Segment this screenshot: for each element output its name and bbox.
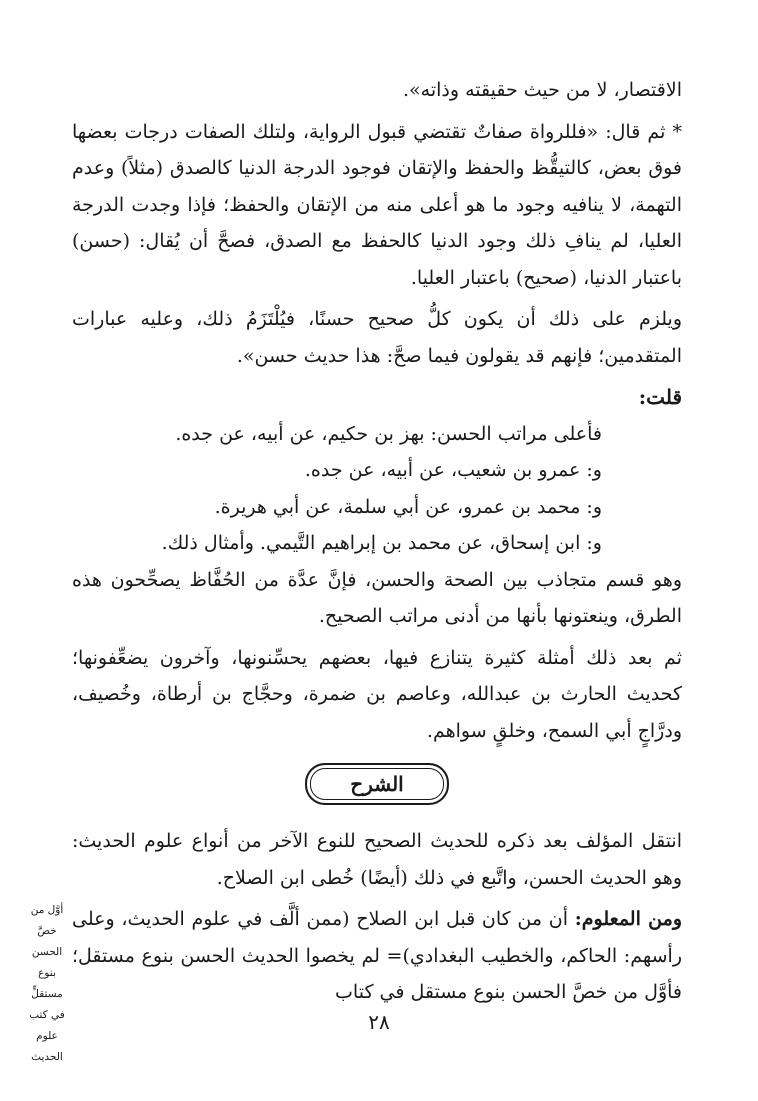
- margin-note: أوَّل من خصَّ الحسن بنوع مستقلٍّ في كتب علوم الحديث: [29, 904, 65, 1063]
- main-text-block: [72, 72, 682, 1011]
- paragraph-quote-sifat: * ثم قال: «فللرواة صفاتٌ تقتضي قبول الرواية، ولتلك الصفات درجات بعضها فوق بعض، كالتيقُّظ والحفظ والإتقان فوجود الدرجة الدنيا كالصدق (مثلاً) وعدم التهمة، لا ينافيه وجود ما هو أعلى منه من الإتقان والحفظ؛ فإذا وجدت الدرجة العليا، لم ينافِ ذلك وجود الدنيا كالحفظ مع الصدق، فصحَّ أن يُقال: (حسن) باعتبار الدنيا، (صحيح) باعتبار العليا.: [72, 120, 682, 289]
- paragraph-quote-end: الاقتصار، لا من حيث حقيقته وذاته».: [403, 79, 682, 101]
- paragraph-lead: ومن المعلوم:: [574, 908, 682, 930]
- paragraph-examples: ثم بعد ذلك أمثلة كثيرة يتنازع فيها، بعضهم يحسِّنونها، وآخرون يضعِّفونها؛ كحديث الحارث بن عبدالله، وعاصم بن ضمرة، وحجَّاج بن أرطاة، وخُصيف، ودرَّاجٍ أبي السمح، وخلقٍ سواهم.: [72, 646, 682, 742]
- paragraph-mutajathib: وهو قسم متجاذب بين الصحة والحسن، فإنَّ عدَّة من الحُفَّاظ يصحِّحون هذه الطرق، وينعتونها بأنها من أدنى مراتب الصحيح.: [72, 568, 682, 627]
- list-item: فأعلى مراتب الحسن: بهز بن حكيم، عن أبيه، عن جده.: [175, 422, 602, 445]
- list-item: و: عمرو بن شعيب، عن أبيه، عن جده.: [304, 459, 602, 481]
- sharh-header: [72, 763, 682, 805]
- ranks-list: [72, 416, 682, 562]
- sharh-title: الشرح: [350, 771, 404, 796]
- sharh-title-box: [305, 763, 449, 805]
- paragraph-intaqal: انتقل المؤلف بعد ذكره للحديث الصحيح للنوع الآخر من أنواع علوم الحديث: وهو الحديث الحسن، واتَّبع في ذلك (أيضًا) خُطى ابن الصلاح.: [72, 830, 682, 889]
- qultu-heading: قلت:: [638, 385, 682, 409]
- paragraph-quote-yalzam: ويلزم على ذلك أن يكون كلُّ صحيح حسنًا، فيُلْتَزَمُ ذلك، وعليه عبارات المتقدمين؛ فإنهم قد يقولون فيما صحَّ: هذا حديث حسن».: [72, 308, 682, 367]
- list-item: و: ابن إسحاق، عن محمد بن إبراهيم التَّيمي. وأمثال ذلك.: [161, 532, 602, 554]
- paragraph-body: أن من كان قبل ابن الصلاح (ممن ألَّف في علوم الحديث، وعلى رأسهم: الحاكم، والخطيب البغدادي)= لم يخصوا الحديث الحسن بنوع مستقل؛ فأوَّل من خصَّ الحسن بنوع مستقل في كتاب: [72, 908, 682, 1003]
- page-number: ٢٨: [368, 1010, 390, 1034]
- list-item: و: محمد بن عمرو، عن أبي سلمة، عن أبي هريرة.: [214, 495, 602, 518]
- paragraph-maloum: [72, 901, 682, 1011]
